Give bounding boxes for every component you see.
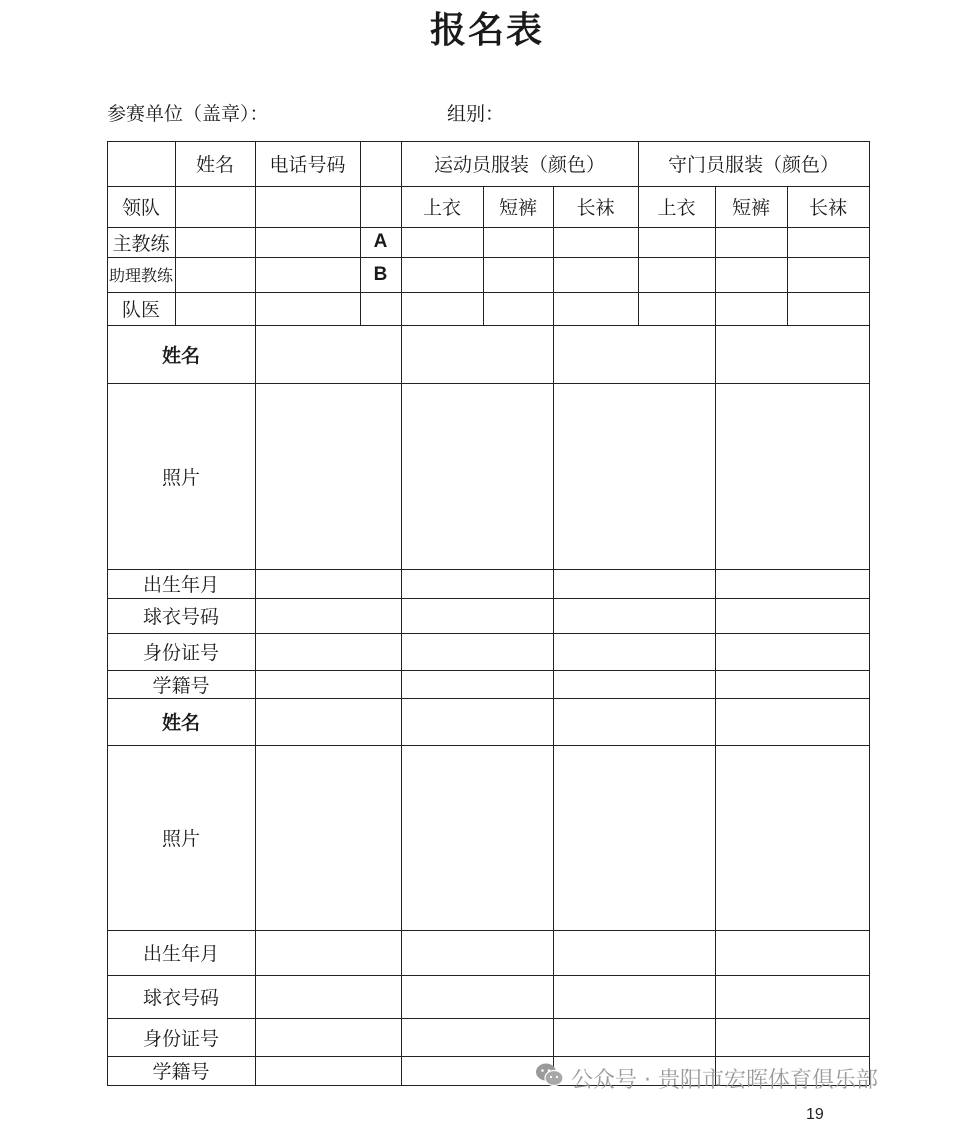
player-name-label: 姓名 bbox=[161, 712, 200, 734]
grid-line bbox=[401, 325, 402, 698]
id-number-label: 身份证号 bbox=[142, 1027, 219, 1050]
grid-line bbox=[553, 325, 554, 698]
role-head-coach: 主教练 bbox=[112, 232, 170, 255]
group-label: 组别： bbox=[447, 103, 505, 125]
player-photo-label: 照片 bbox=[161, 828, 200, 850]
jersey-number-label: 球衣号码 bbox=[142, 606, 219, 628]
subheader-keeper-top: 上衣 bbox=[657, 197, 696, 219]
jersey-number-label: 球衣号码 bbox=[142, 987, 219, 1009]
watermark bbox=[535, 1062, 878, 1094]
role-assistant-coach: 助理教练 bbox=[108, 266, 173, 285]
birth-date-label: 出生年月 bbox=[142, 943, 219, 965]
header-player-uniform: 运动员服装（颜色） bbox=[433, 154, 605, 176]
student-number-label: 学籍号 bbox=[152, 674, 210, 697]
header-name: 姓名 bbox=[195, 154, 234, 176]
subheader-player-shorts: 短裤 bbox=[498, 197, 537, 219]
grid-line bbox=[715, 698, 716, 1085]
grid-line bbox=[255, 698, 256, 1085]
subheader-player-top: 上衣 bbox=[422, 197, 461, 219]
id-number-label: 身份证号 bbox=[142, 642, 219, 664]
header-phone: 电话号码 bbox=[269, 154, 346, 176]
uniform-set-a: A bbox=[373, 231, 388, 252]
birth-date-label: 出生年月 bbox=[142, 574, 219, 596]
wechat-icon bbox=[535, 1062, 565, 1094]
subheader-keeper-shorts: 短裤 bbox=[731, 197, 770, 219]
unit-label: 参赛单位（盖章）： bbox=[107, 103, 269, 125]
grid-line bbox=[107, 257, 869, 258]
uniform-set-b: B bbox=[373, 263, 388, 285]
watermark-text: 公众号 · 贵阳市宏晖体育俱乐部 bbox=[571, 1067, 878, 1093]
grid-line bbox=[553, 698, 554, 1085]
grid-line bbox=[715, 325, 716, 698]
subheader-keeper-socks: 长袜 bbox=[808, 197, 847, 219]
table-border bbox=[869, 141, 870, 325]
role-team-doctor: 队医 bbox=[121, 299, 160, 321]
subheader-player-socks: 长袜 bbox=[576, 197, 615, 219]
student-number-label: 学籍号 bbox=[152, 1061, 210, 1083]
player-name-label: 姓名 bbox=[161, 344, 200, 367]
grid-line bbox=[107, 227, 869, 228]
page-number: 19 bbox=[806, 1106, 824, 1123]
table-border bbox=[869, 698, 870, 1085]
document-title: 报名表 bbox=[429, 9, 544, 51]
grid-line bbox=[107, 292, 869, 293]
header-keeper-uniform: 守门员服装（颜色） bbox=[667, 154, 839, 176]
role-team-leader: 领队 bbox=[121, 197, 160, 219]
grid-line bbox=[401, 698, 402, 1085]
player-photo-label: 照片 bbox=[161, 466, 200, 489]
grid-line bbox=[255, 325, 256, 698]
table-border bbox=[869, 325, 870, 698]
